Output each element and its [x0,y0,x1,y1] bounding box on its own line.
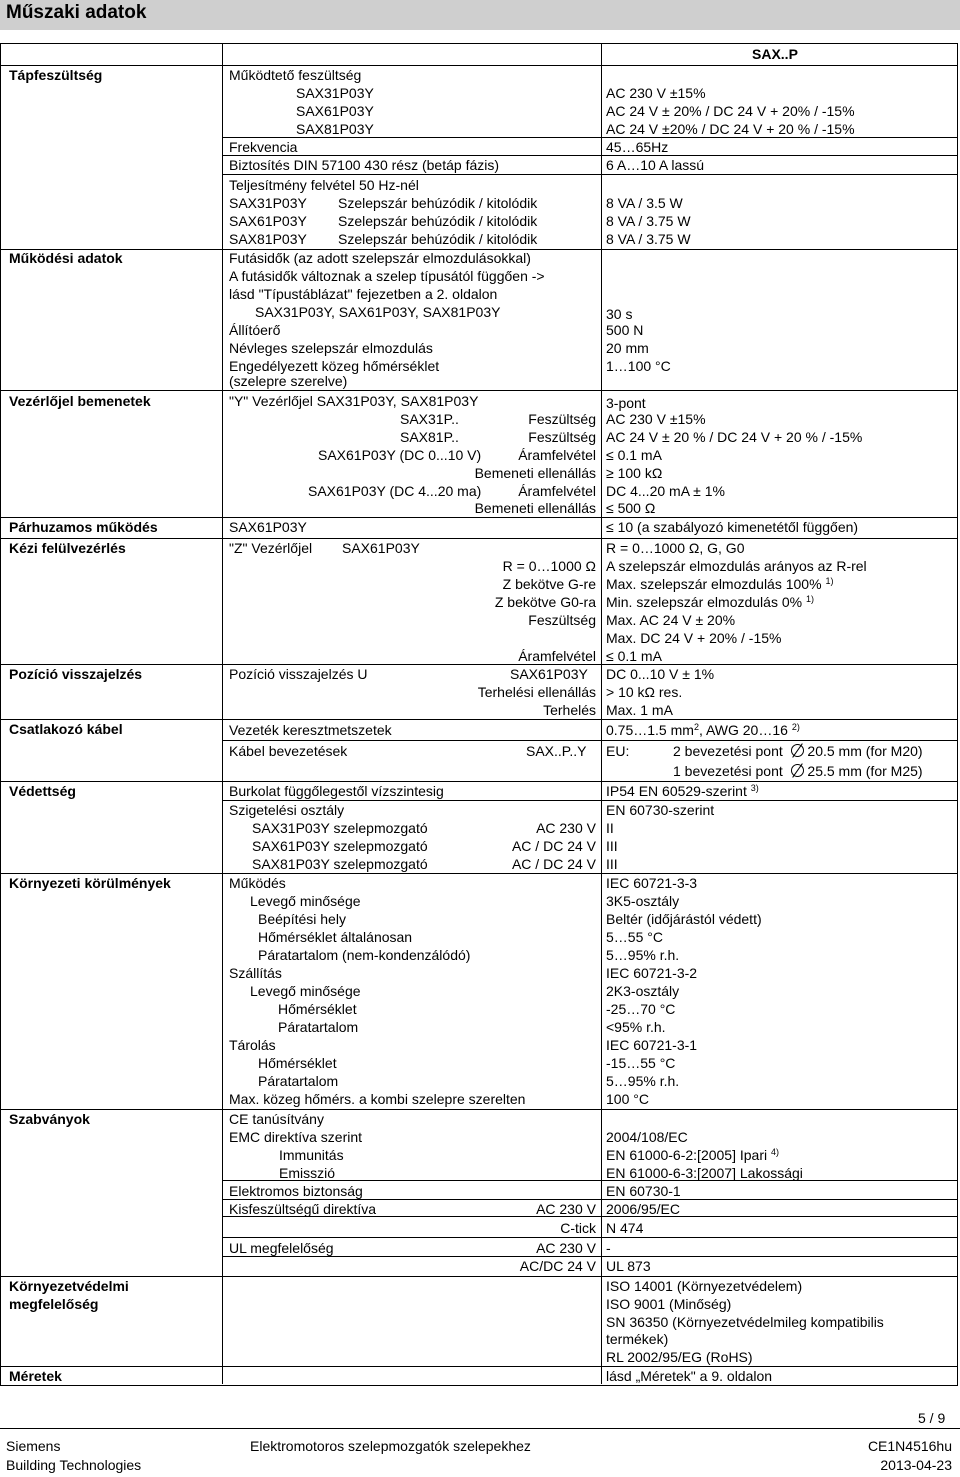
sub-line [223,155,957,156]
sub-line [223,1237,957,1238]
label: Burkolat függőlegestől vízszintesig [229,783,444,799]
label: Páratartalom [258,1073,339,1089]
value: ISO 14001 (Környezetvédelem) [606,1278,803,1294]
label: AC 230 V [536,1201,596,1217]
exponent: 2 [693,722,699,732]
label: Beépítési hely [258,911,346,927]
value: Min. szelepszár elmozdulás 0% [606,594,803,610]
column-header: SAX..P [752,46,798,62]
row-line [0,781,957,782]
model: SAX61P03Y [342,540,420,556]
model: SAX61P03Y (DC 0...10 V) [318,447,482,463]
label: AC 230 V [536,820,596,836]
value-with-icon [673,743,923,760]
value: Max. 1 mA [606,702,673,718]
section-mukodesi-adatok: Működési adatok [9,250,123,266]
value: 20.5 mm (for M20) [807,743,923,759]
row-line [0,538,957,539]
label: Levegő minősége [250,893,361,909]
value: IEC 60721-3-2 [606,965,698,981]
value: 2004/108/EC [606,1129,688,1145]
value: III [606,838,618,854]
document-title: Elektromotoros szelepmozgatók szelepekhez [250,1438,531,1454]
value: 1…100 °C [606,358,671,374]
value-with-note [606,594,814,611]
label: lásd "Típustáblázat" fejezetben a 2. oldalon [229,286,498,302]
value: 2 bevezetési pont [673,743,783,759]
value: 1 bevezetési pont [673,763,783,779]
label: Áramfelvétel [518,648,596,664]
value: IP54 EN 60529-szerint [606,783,747,799]
document-date: 2013-04-23 [880,1457,952,1473]
row-line [0,873,957,874]
value: EN 61000-6-3:[2007] Lakossági [606,1165,803,1181]
value: Max. szelepszár elmozdulás 100% [606,576,822,592]
section-tapfeszultseg: Tápfeszültség [9,67,103,83]
document-id: CE1N4516hu [867,1438,952,1454]
model: SAX..P..Y [526,743,587,759]
model: SAX31P03Y, SAX61P03Y, SAX81P03Y [255,304,501,320]
label: Bemeneti ellenállás [474,500,596,516]
value: Max. DC 24 V + 20% / -15% [606,630,782,646]
label: "Z" Vezérlőjel [229,540,313,556]
value: 20 mm [606,340,649,356]
label: Hőmérséklet általánosan [258,929,413,945]
diameter-icon [791,764,804,777]
value: <95% r.h. [606,1019,666,1035]
value: lásd „Méretek" a 9. oldalon [606,1368,773,1384]
value: 5…95% r.h. [606,947,680,963]
value: DC 4...20 mA ± 1% [606,483,725,499]
section-vedettseg: Védettség [9,783,76,799]
value: AC 230 V ±15% [606,411,706,427]
label: Emisszió [279,1165,336,1181]
label: Szelepszár behúzódik / kitolódik [338,213,538,229]
value: IEC 60721-3-3 [606,875,698,891]
label: Hőmérséklet [258,1055,337,1071]
value: R = 0…1000 Ω, G, G0 [606,540,745,556]
label: Max. közeg hőmérs. a kombi szelepre szerelten [229,1091,526,1107]
label: AC / DC 24 V [511,856,596,872]
section-meretek: Méretek [9,1368,62,1384]
company-name: Siemens [6,1438,61,1454]
value: 3K5-osztály [606,893,680,909]
value: N 474 [606,1220,644,1236]
value: SN 36350 (Környezetvédelmileg kompatibilis [606,1314,884,1330]
value-with-note [606,783,759,800]
label: Pozíció visszajelzés U [229,666,368,682]
section-szabvanyok: Szabványok [9,1111,90,1127]
label: EU: [606,743,630,759]
col-divider-2 [601,44,602,1384]
col-divider-1 [222,44,223,1384]
value: 8 VA / 3.75 W [606,231,691,247]
label: CE tanúsítvány [229,1111,324,1127]
value: 2K3-osztály [606,983,680,999]
section-kornyezeti: Környezeti körülmények [9,875,171,891]
value: UL 873 [606,1258,651,1274]
value: AC 24 V ± 20% / DC 24 V + 20% / -15% [606,103,855,119]
label: Z bekötve G0-ra [494,594,596,610]
row-line [0,1276,957,1277]
value: EN 60730-szerint [606,802,715,818]
model: SAX81P03Y [229,231,307,247]
value: 0.75…1.5 mm [606,722,694,738]
model: SAX31P03Y [229,195,307,211]
label: Engedélyezett közeg hőmérséklet [229,358,440,374]
value: 6 A…10 A lassú [606,157,705,173]
label: Állítóerő [229,322,281,338]
sub-line [223,174,957,175]
value: ISO 9001 (Minőség) [606,1296,732,1312]
value: Max. AC 24 V ± 20% [606,612,736,628]
label: Biztosítés DIN 57100 430 rész (betáp fázis) [229,157,500,173]
title-bar [0,0,960,30]
label: Futásidők (az adott szelepszár elmozdulásokkal) [229,250,531,266]
label: Működtető feszültség [229,67,362,83]
value: > 10 kΩ res. [606,684,683,700]
section-kornyezetvedelmi: Környezetvédelmi [9,1278,129,1294]
value: ≤ 500 Ω [606,500,656,516]
value: IEC 60721-3-1 [606,1037,698,1053]
model: SAX61P03Y [229,519,307,535]
value: 25.5 mm (for M25) [807,763,923,779]
footnote-ref: 4) [771,1147,780,1157]
label: (szelepre szerelve) [229,373,348,389]
value: AC 24 V ± 20 % / DC 24 V + 20 % / -15% [606,429,863,445]
model: SAX61P03Y [229,213,307,229]
value: termékek) [606,1331,669,1347]
model: SAX81P.. [400,429,459,445]
value: Beltér (időjárástól védett) [606,911,762,927]
page-number: 5 / 9 [918,1410,946,1426]
label: R = 0…1000 Ω [502,558,596,574]
label: UL megfelelőség [229,1240,334,1256]
value: 30 s [606,306,633,322]
sub-line [223,740,957,741]
label: Működés [229,875,286,891]
label: Hőmérséklet [278,1001,357,1017]
row-line [0,517,957,518]
label: Terhelési ellenállás [477,684,596,700]
label: Teljesítmény felvétel 50 Hz-nél [229,177,419,193]
value: 500 N [606,322,644,338]
value: AC 24 V ±20% / DC 24 V + 20 % / -15% [606,121,855,137]
value: II [606,820,614,836]
label: EMC direktíva szerint [229,1129,363,1145]
label: Levegő minősége [250,983,361,999]
label: Bemeneti ellenállás [474,465,596,481]
value: EN 61000-6-2:[2005] Ipari [606,1147,768,1163]
label: Elektromos biztonság [229,1183,363,1199]
row-line [0,390,957,391]
label: Páratartalom (nem-kondenzálódó) [258,947,471,963]
model: SAX61P03Y [296,103,374,119]
section-kezi: Kézi felülvezérlés [9,540,126,556]
value: 5…95% r.h. [606,1073,680,1089]
section-vezerlojel: Vezérlőjel bemenetek [9,393,151,409]
label: Szállítás [229,965,282,981]
value: 3-pont [606,395,646,411]
label: C-tick [560,1220,596,1236]
value-with-note [606,576,833,593]
section-kabel: Csatlakozó kábel [9,721,123,737]
label: Névleges szelepszár elmozdulás [229,340,433,356]
label: Vezeték keresztmetszetek [229,722,392,738]
label: Kábel bevezetések [229,743,348,759]
page-title: Műszaki adatok [6,2,147,23]
value: DC 0...10 V ± 1% [606,666,715,682]
sub-line [223,800,957,801]
label: Immunitás [279,1147,344,1163]
label: Tárolás [229,1037,276,1053]
footnote-ref: 3) [750,783,759,793]
value: ≤ 0.1 mA [606,447,662,463]
footnote-ref: 1) [825,576,834,586]
label: Áramfelvétel [518,447,596,463]
value-with-icon [673,763,923,780]
label: Áramfelvétel [518,483,596,499]
value: 5…55 °C [606,929,663,945]
row-line [0,719,957,720]
value: III [606,856,618,872]
label: Feszültség [528,612,596,628]
label: Szelepszár behúzódik / kitolódik [338,231,538,247]
diameter-icon [791,744,804,757]
value: , AWG 20…16 [698,722,788,738]
row-line [0,1109,957,1110]
footer-divider [0,1428,960,1429]
model: SAX81P03Y [296,121,374,137]
value: EN 60730-1 [606,1183,681,1199]
label: Frekvencia [229,139,298,155]
value: ≤ 10 (a szabályozó kimenetétől függően) [606,519,859,535]
label: AC/DC 24 V [519,1258,596,1274]
company-division: Building Technologies [6,1457,142,1473]
value: A szelepszár elmozdulás arányos az R-rel [606,558,867,574]
label: Terhelés [543,702,596,718]
model: SAX31P03Y szelepmozgató [252,820,428,836]
label: Z bekötve G-re [502,576,596,592]
value: ≥ 100 kΩ [606,465,663,481]
label: Feszültség [528,429,596,445]
row-line [0,65,957,66]
value: 8 VA / 3.75 W [606,213,691,229]
label: Kisfeszültségű direktíva [229,1201,377,1217]
value: 100 °C [606,1091,649,1107]
value: 2006/95/EC [606,1201,680,1217]
row-line [0,1366,957,1367]
model: SAX61P03Y (DC 4...20 ma) [308,483,482,499]
model: SAX81P03Y szelepmozgató [252,856,428,872]
value-with-note [606,1147,779,1164]
value: - [606,1240,611,1256]
value: RL 2002/95/EG (RoHS) [606,1349,753,1365]
label: "Y" Vezérlőjel SAX31P03Y, SAX81P03Y [229,393,479,409]
label: Páratartalom [278,1019,359,1035]
model: SAX61P03Y [510,666,588,682]
value: -15…55 °C [606,1055,676,1071]
value: ≤ 0.1 mA [606,648,662,664]
footnote-ref: 2) [791,722,800,732]
label: Feszültség [528,411,596,427]
value: 8 VA / 3.5 W [606,195,683,211]
label: Szigetelési osztály [229,802,345,818]
model: SAX31P03Y [296,85,374,101]
value: AC 230 V ±15% [606,85,706,101]
label: Szelepszár behúzódik / kitolódik [338,195,538,211]
label: AC 230 V [536,1240,596,1256]
label: AC / DC 24 V [511,838,596,854]
value-with-note [606,722,800,739]
label: A futásidők változnak a szelep típusától függően -> [229,268,545,284]
section-pozicio: Pozíció visszajelzés [9,666,143,682]
section-parhuzamos: Párhuzamos működés [9,519,158,535]
section-megfeleloseg: megfelelőség [9,1296,99,1312]
value: 45…65Hz [606,139,669,155]
footnote-ref: 1) [805,594,814,604]
model: SAX31P.. [400,411,459,427]
value: -25…70 °C [606,1001,676,1017]
model: SAX61P03Y szelepmozgató [252,838,428,854]
